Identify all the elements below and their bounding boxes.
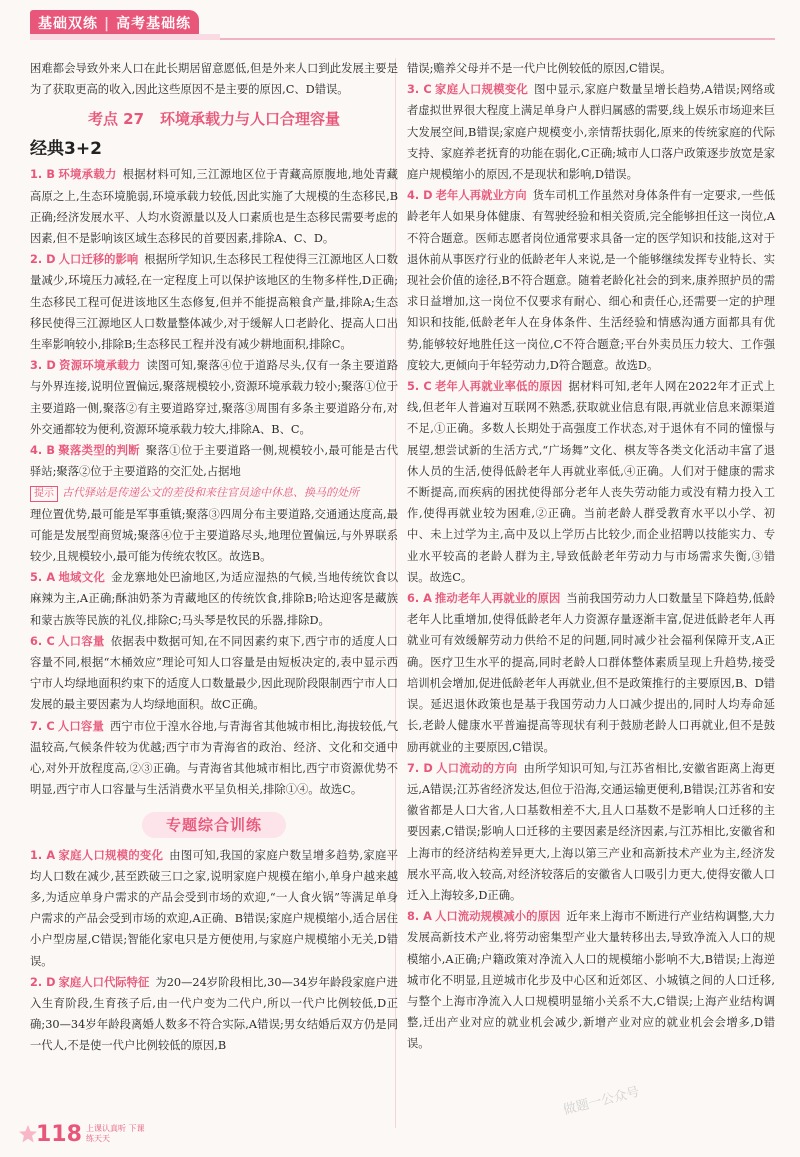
hint-note	[30, 482, 398, 503]
answer-item	[30, 972, 398, 1057]
answer-tag: 家庭人口规模变化	[434, 83, 529, 97]
answer-number: 7. C	[30, 719, 55, 733]
answer-tag: 人口流动规模减小的原因	[434, 910, 561, 924]
answer-text: 根据材料可知,三江源地区位于青藏高原腹地,地处青藏高原之上,生态环境脆弱,环境承载力较低,因此实施了大规模的生态移民,B正确;经济发展水平、人均水资源量以及人口素质也是生态移民需要考虑的因素,但不是影响该区域生态移民的首要因素,排除A、C、D。	[30, 168, 398, 246]
right-column	[407, 58, 775, 1055]
answer-tag: 人口容量	[57, 719, 104, 733]
answer-tag: 家庭人口代际特征	[58, 975, 150, 989]
answer-text: 金龙寨地处巴渝地区,为适应湿热的气候,当地传统饮食以麻辣为主,A正确;酥油奶茶为青藏地区的传统饮食,排除B;哈达迎客是藏族和蒙古族等民族的礼仪,排除C;马头琴是牧民的乐器,排除D。	[30, 571, 398, 627]
answer-tag: 推动老年人再就业的原因	[434, 592, 561, 606]
answer-tag: 环境承载力	[58, 168, 117, 182]
answer-item	[30, 440, 398, 482]
answer-number: 1. B	[30, 168, 56, 182]
answer-number: 5. C	[407, 380, 432, 394]
sub-title: 经典3+2	[30, 139, 102, 160]
answer-text: 根据所学知识,生态移民工程使得三江源地区人口数量减少,环境压力减轻,在一定程度上可以保护该地区的生物多样性,D正确;生态移民工程可促进该地区生态修复,但并不能提高粮食产量,排除A;生态移民使得三江源地区人口数量整体减少,对于缓解人口老龄化、提高人口出生率影响较小,排除B;生态移民工程并没有减少耕地面积,排除C。	[30, 253, 399, 352]
answer-tag: 资源环境承载力	[58, 359, 141, 373]
answer-item	[407, 376, 775, 588]
answer-item	[30, 845, 398, 972]
answer-text: 西宁市位于湟水谷地,与青海省其他城市相比,海拔较低,气温较高,气候条件较为优越;西宁市为青海省的政治、经济、文化和交通中心,对外开放程度高,②③正确。与青海省其他城市相比,西宁市资源优势不明显,西宁市人口容量与生活消费水平呈负相关,排除①④。故选C。	[30, 719, 398, 797]
answer-item	[30, 355, 398, 440]
answer-continuation: 错误;赡养父母并不是一代户比例较低的原因,C错误。	[407, 62, 672, 75]
answer-text: 由图可知,我国的家庭户数呈增多趋势,家庭平均人口数在减少,甚至跌破三口之家,说明家庭户规模在缩小,单身户越来越多,为适应单身户需求的产品会受到市场的欢迎,“一人食火锅”等满足单身户需求的产品会受到市场的欢迎,A正确、B错误;家庭户规模缩小,适合居住小户型房屋,C错误;智能化家电只是方便使用,与家庭户规模缩小无关,D错误。	[30, 848, 398, 968]
footer-tagline: 上课认真听 下课练天天	[86, 1124, 145, 1143]
section-text: 环境承载力与人口合理容量	[160, 110, 341, 129]
answer-number: 4. D	[407, 189, 433, 203]
answer-tag: 家庭人口规模的变化	[58, 848, 164, 862]
answer-tag: 老年人再就业方向	[435, 189, 527, 203]
answer-item	[30, 164, 398, 249]
answer-text: 由所学知识可知,与江苏省相比,安徽省距离上海更远,A错误;江苏省经济发达,但位于沿海,交通运输更便利,B错误;江苏省和安徽省都是人口大省,人口基数相差不大,且人口基数不是影响人口迁移的主要因素,C错误;影响人口迁移的主要因素是经济因素,与江苏相比,安徽省和上海市的经济结构差异更大,上海以第三产业和高新技术产业为主,经济发展水平高,收入较高,对经济较落后的安徽省人口吸引力更大,使得安徽人口迁入上海较多,D正确。	[407, 761, 775, 902]
answer-item	[407, 185, 775, 376]
answer-text: 近年来上海市不断进行产业结构调整,大力发展高新技术产业,将劳动密集型产业大量转移出去,导致净流入人口的规模缩小,A正确;户籍政策对净流入人口的规模缩小影响不大,B错误;上海逆城市化不明显,且逆城市化步及中心区和近郊区、小城镇之间的人口迁移,与整个上海市净流入人口规模明显缩小关系不大,C错误;上海产业结构调整,迁出产业对应的就业机会减少,新增产业对应的就业机会会增多,D错误。	[407, 910, 776, 1051]
answer-number: 6. C	[30, 634, 55, 648]
hint-label: 提示	[30, 486, 58, 502]
section-title	[30, 104, 398, 134]
answer-item	[407, 588, 775, 758]
answer-tag: 地域文化	[58, 571, 106, 585]
answer-text: 读图可知,聚落④位于道路尽头,仅有一条主要道路与外界连接,说明位置偏远,聚落规模较小,资源环境承载力较小;聚落①位于主要道路一侧,聚落②有主要道路穿过,聚落③周围有多条主要道路分布,对外交通都较为便利,资源环境承载力较大,排除A、B、C。	[30, 359, 398, 436]
answer-text: 图中显示,家庭户数量呈增长趋势,A错误;网络或者虚拟世界很大程度上满足单身户人群归属感的需要,线上娱乐市场迎来巨大发展空间,B错误;家庭户规模变小,亲情帮扶弱化,原来的传统家庭的代际支持、家庭养老抚育的功能在弱化,C正确;城市人口落户政策逐步放宽是家庭户规模缩小的原因,不是现状和影响,D错误。	[407, 83, 775, 182]
answer-number: 3. C	[407, 83, 432, 97]
answer-text: 依据表中数据可知,在不同因素约束下,西宁市的适度人口容量不同,根据“木桶效应”理论可知人口容量是由短板决定的,表中显示西宁市人均绿地面积约束下的适度人口数量最少,因此现阶段限制西宁市人口发展的最主要因素为人均绿地面积。故C正确。	[30, 634, 398, 712]
answer-item	[30, 631, 398, 716]
page-footer	[18, 1118, 158, 1152]
answer-item	[30, 249, 398, 355]
answer-number: 7. D	[407, 761, 433, 775]
answer-item	[30, 716, 398, 801]
answer-text: 聚落①位于主要道路一侧,规模较小,最可能是古代驿站;聚落②位于主要道路的交汇处,占据地	[30, 444, 398, 479]
page-header	[0, 0, 800, 58]
answer-text: 为20—24岁阶段相比,30—34岁年龄段家庭户进入生育阶段,生育孩子后,由一代户变为二代户,所以一代户比例较低,D正确;30—34岁年龄段离婚人数多不符合实际,A错误;男女结婚后双方仍是同一代人,不是使一代户比例较低的原因,B	[30, 975, 398, 1053]
answer-number: 1. A	[30, 848, 56, 862]
page-number: 118	[36, 1122, 82, 1147]
header-underline	[30, 38, 775, 40]
intro-paragraph: 困难都会导致外来人口在此长期居留意愿低,但是外来人口到此发展主要是为了获取更高的收入,因此这些原因不是主要的原因,C、D错误。	[30, 62, 398, 97]
answer-number: 2. D	[30, 975, 56, 989]
answer-item	[30, 567, 398, 631]
banner-title: 专题综合训练	[165, 815, 262, 834]
answer-tag: 人口流动的方向	[435, 761, 518, 775]
answer-continuation: 理位置优势,最可能是军事重镇;聚落③四周分布主要道路,交通通达度高,最可能是发展型商贸城;聚落④位于主要道路尽头,地理位置偏远,与外界联系较少,且规模较小,最可能为传统农牧区。故选B。	[30, 507, 398, 564]
header-tab-left: 基础双练	[38, 16, 98, 32]
section-banner	[30, 809, 398, 841]
hint-text: 古代驿站是传递公文的差役和来往官员途中休息、换马的处所	[62, 486, 359, 500]
answer-number: 6. A	[407, 592, 432, 606]
star-icon	[18, 1124, 38, 1144]
answer-tag: 老年人再就业率低的原因	[434, 380, 563, 394]
answer-tag: 人口迁移的影响	[58, 253, 139, 267]
section-label: 考点 27	[87, 110, 145, 129]
answer-item	[407, 906, 775, 1054]
answer-item	[407, 79, 775, 185]
left-column	[30, 58, 398, 1057]
watermark: 做题一公众号	[561, 1084, 642, 1119]
answer-number: 5. A	[30, 571, 56, 585]
answer-item	[407, 758, 775, 906]
answer-text: 货车司机工作虽然对身体条件有一定要求,一些低龄老年人如果身体健康、有驾驶经验和相关资质,完全能够担任这一岗位,A不符合题意。医师志愿者岗位通常要求具备一定的医学知识和技能,这对于退休前从事医疗行业的低龄老年人来说,是一个能够继续发挥专业特长、实现社会价值的途径,B不符合题意。随着老龄化社会的到来,康养照护员的需求日益增加,这一岗位不仅要求有耐心、细心和责任心,还需要一定的护理知识和技能,低龄老年人在身体条件、生活经验和情感沟通方面都具有优势,能够较好地胜任这一岗位,C不符合题意;平台外卖员压力较大、工作强度较大,更倾向于年轻劳动力,D符合题意。故选D。	[407, 189, 776, 372]
answer-number: 8. A	[407, 910, 432, 924]
answer-number: 3. D	[30, 359, 56, 373]
header-tab: 基础双练 | 高考基础练	[30, 10, 199, 38]
answer-number: 2. D	[30, 253, 56, 267]
header-tab-right: 高考基础练	[116, 16, 192, 32]
answer-number: 4. B	[30, 444, 56, 458]
answer-text: 当前我国劳动力人口数量呈下降趋势,低龄老年人比重增加,使得低龄老年人力资源存量逐渐丰富,促进低龄老年人再就业可有效缓解劳动力供给不足的问题,同时减少社会福利保障开支,A正确。医疗卫生水平的提高,同时老龄人口群体整体素质呈现上升趋势,接受培训机会增加,促进低龄老年人再就业,但不是政策推行的主要原因,B、D错误。延迟退休政策也是基于我国劳动力人口减少提出的,同时人均寿命延长,老龄人健康水平普遍提高等现状有利于鼓励老龄人口再就业,但不是鼓励再就业的主要原因,C错误。	[407, 592, 776, 754]
answer-text: 据材料可知,老年人网在2022年才正式上线,但老年人普遍对互联网不熟悉,获取就业信息有限,再就业信息来源渠道不足,①正确。多数人长期处于高强度工作状态,对于退休有不同的憧憬与展望,想尝试新的生活方式,“广场舞”文化、棋友等各类文化活动丰富了退休人员的生活,使得低龄老年人再就业率低,④正确。人们对于健康的需求不断提高,而疾病的困扰使得部分老年人丧失劳动能力或没有精力投入工作,使得再就业较为困难,②正确。当前老龄人群受教育水平以小学、初中、未上过学为主,高中及以上学历占比较少,而企业招聘以技能实力、专业水平较高的老龄人群为主,导致低龄老年劳动力与市场需求失衡,③错误。故选C。	[407, 380, 775, 584]
answer-tag: 人口容量	[57, 634, 105, 648]
answer-tag: 聚落类型的判断	[58, 444, 140, 458]
